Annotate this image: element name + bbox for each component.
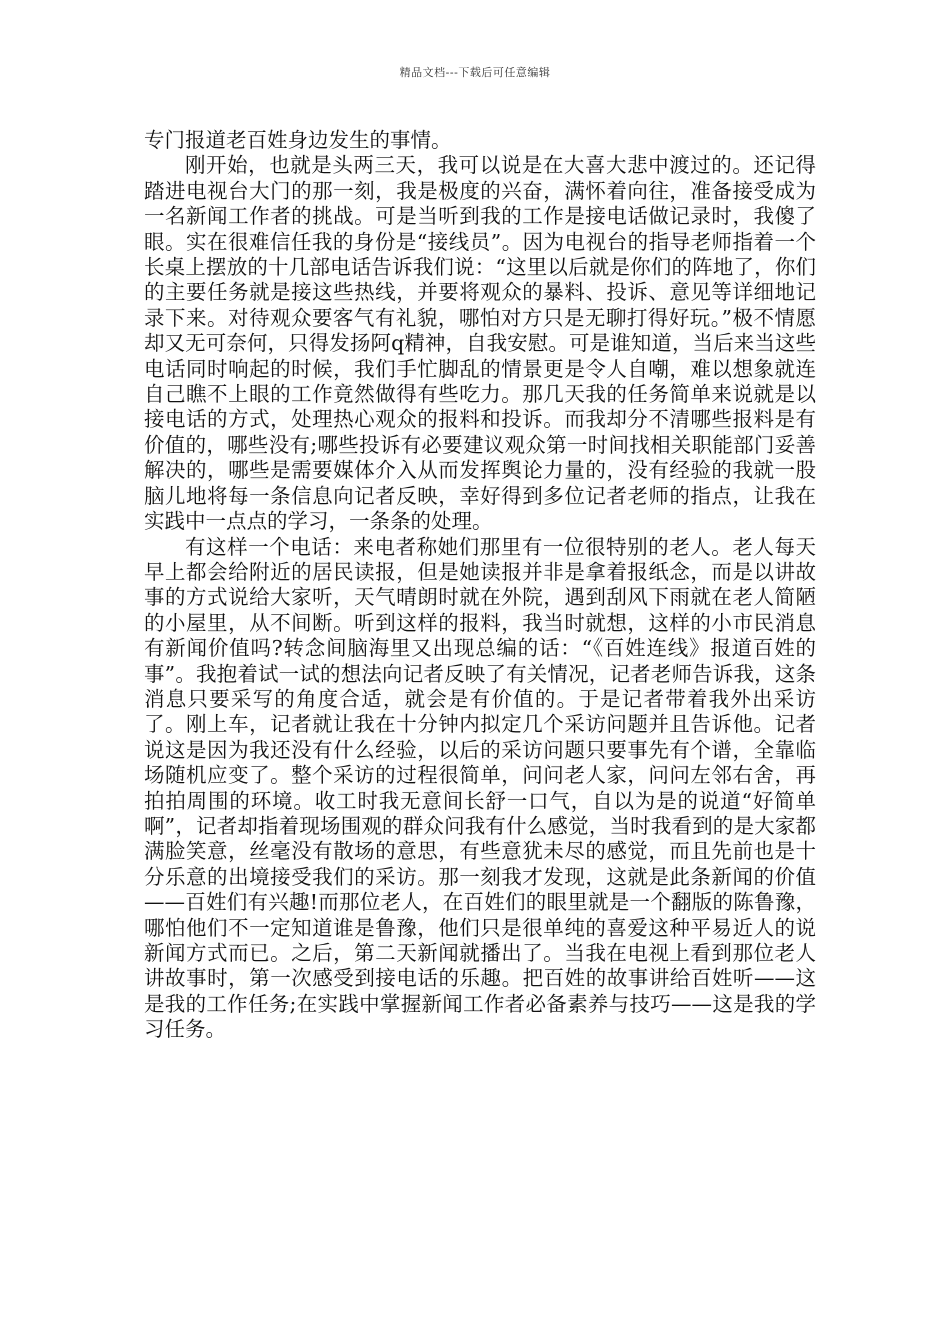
paragraph-3: 有这样一个电话：来电者称她们那里有一位很特别的老人。老人每天早上都会给附近的居民读报，但是她读报并非是拿着报纸念，而是以讲故事的方式说给大家听，天气晴朗时就在外院，遇到刮风下雨就在老人简陋的小屋里，从不间断。听到这样的报料，我当时就想，这样的小市民消息有新闻价值吗?转念间脑海里又出现总编的话：“《百姓连线》报道百姓的事”。我抱着试一试的想法向记者反映了有关情况，记者老师告诉我，这条消息只要采写的角度合适，就会是有价值的。于是记者带着我外出采访了。刚上车，记者就让我在十分钟内拟定几个采访问题并且告诉他。记者说这是因为我还没有什么经验，以后的采访问题只要事先有个谱，全靠临场随机应变了。整个采访的过程很简单，问问老人家，问问左邻右舍，再拍拍周围的环境。收工时我无意间长舒一口气，自以为是的说道“好简单啊”，记者却指着现场围观的群众问我有什么感觉，当时我看到的是大家都满脸笑意，丝毫没有散场的意思，有些意犹未尽的感觉，而且先前也是十分乐意的出境接受我们的采访。那一刻我才发现，这就是此条新闻的价值——百姓们有兴趣!而那位老人，在百姓们的眼里就是一个翻版的陈鲁豫，哪怕他们不一定知道谁是鲁豫，他们只是很单纯的喜爱这种平易近人的说新闻方式而已。之后，第二天新闻就播出了。当我在电视上看到那位老人讲故事时，第一次感受到接电话的乐趣。把百姓的故事讲给百姓听——这是我的工作任务;在实践中掌握新闻工作者必备素养与技巧——这是我的学习任务。: [144, 534, 816, 1042]
paragraph-1: 专门报道老百姓身边发生的事情。: [144, 128, 452, 152]
paragraph-2: 刚开始，也就是头两三天，我可以说是在大喜大悲中渡过的。还记得踏进电视台大门的那一刻，我是极度的兴奋，满怀着向往，准备接受成为一名新闻工作者的挑战。可是当听到我的工作是接电话做记录时，我傻了眼。实在很难信任我的身份是“接线员”。因为电视台的指导老师指着一个长桌上摆放的十几部电话告诉我们说：“这里以后就是你们的阵地了，你们的主要任务就是接这些热线，并要将观众的暴料、投诉、意见等详细地记录下来。对待观众要客气有礼貌，哪怕对方只是无聊打得好玩。”极不情愿却又无可奈何，只得发扬阿q精神，自我安慰。可是谁知道，当后来当这些电话同时响起的时候，我们手忙脚乱的情景更是令人自嘲，难以想象就连自己瞧不上眼的工作竟然做得有些吃力。那几天我的任务简单来说就是以接电话的方式，处理热心观众的报料和投诉。而我却分不清哪些报料是有价值的，哪些没有;哪些投诉有必要建议观众第一时间找相关职能部门妥善解决的，哪些是需要媒体介入从而发挥舆论力量的，没有经验的我就一股脑儿地将每一条信息向记者反映，幸好得到多位记者老师的指点，让我在实践中一点点的学习，一条条的处理。: [144, 153, 816, 534]
document-body: [144, 128, 816, 1043]
page-header: 精品文档---下载后可任意编辑: [399, 66, 551, 79]
